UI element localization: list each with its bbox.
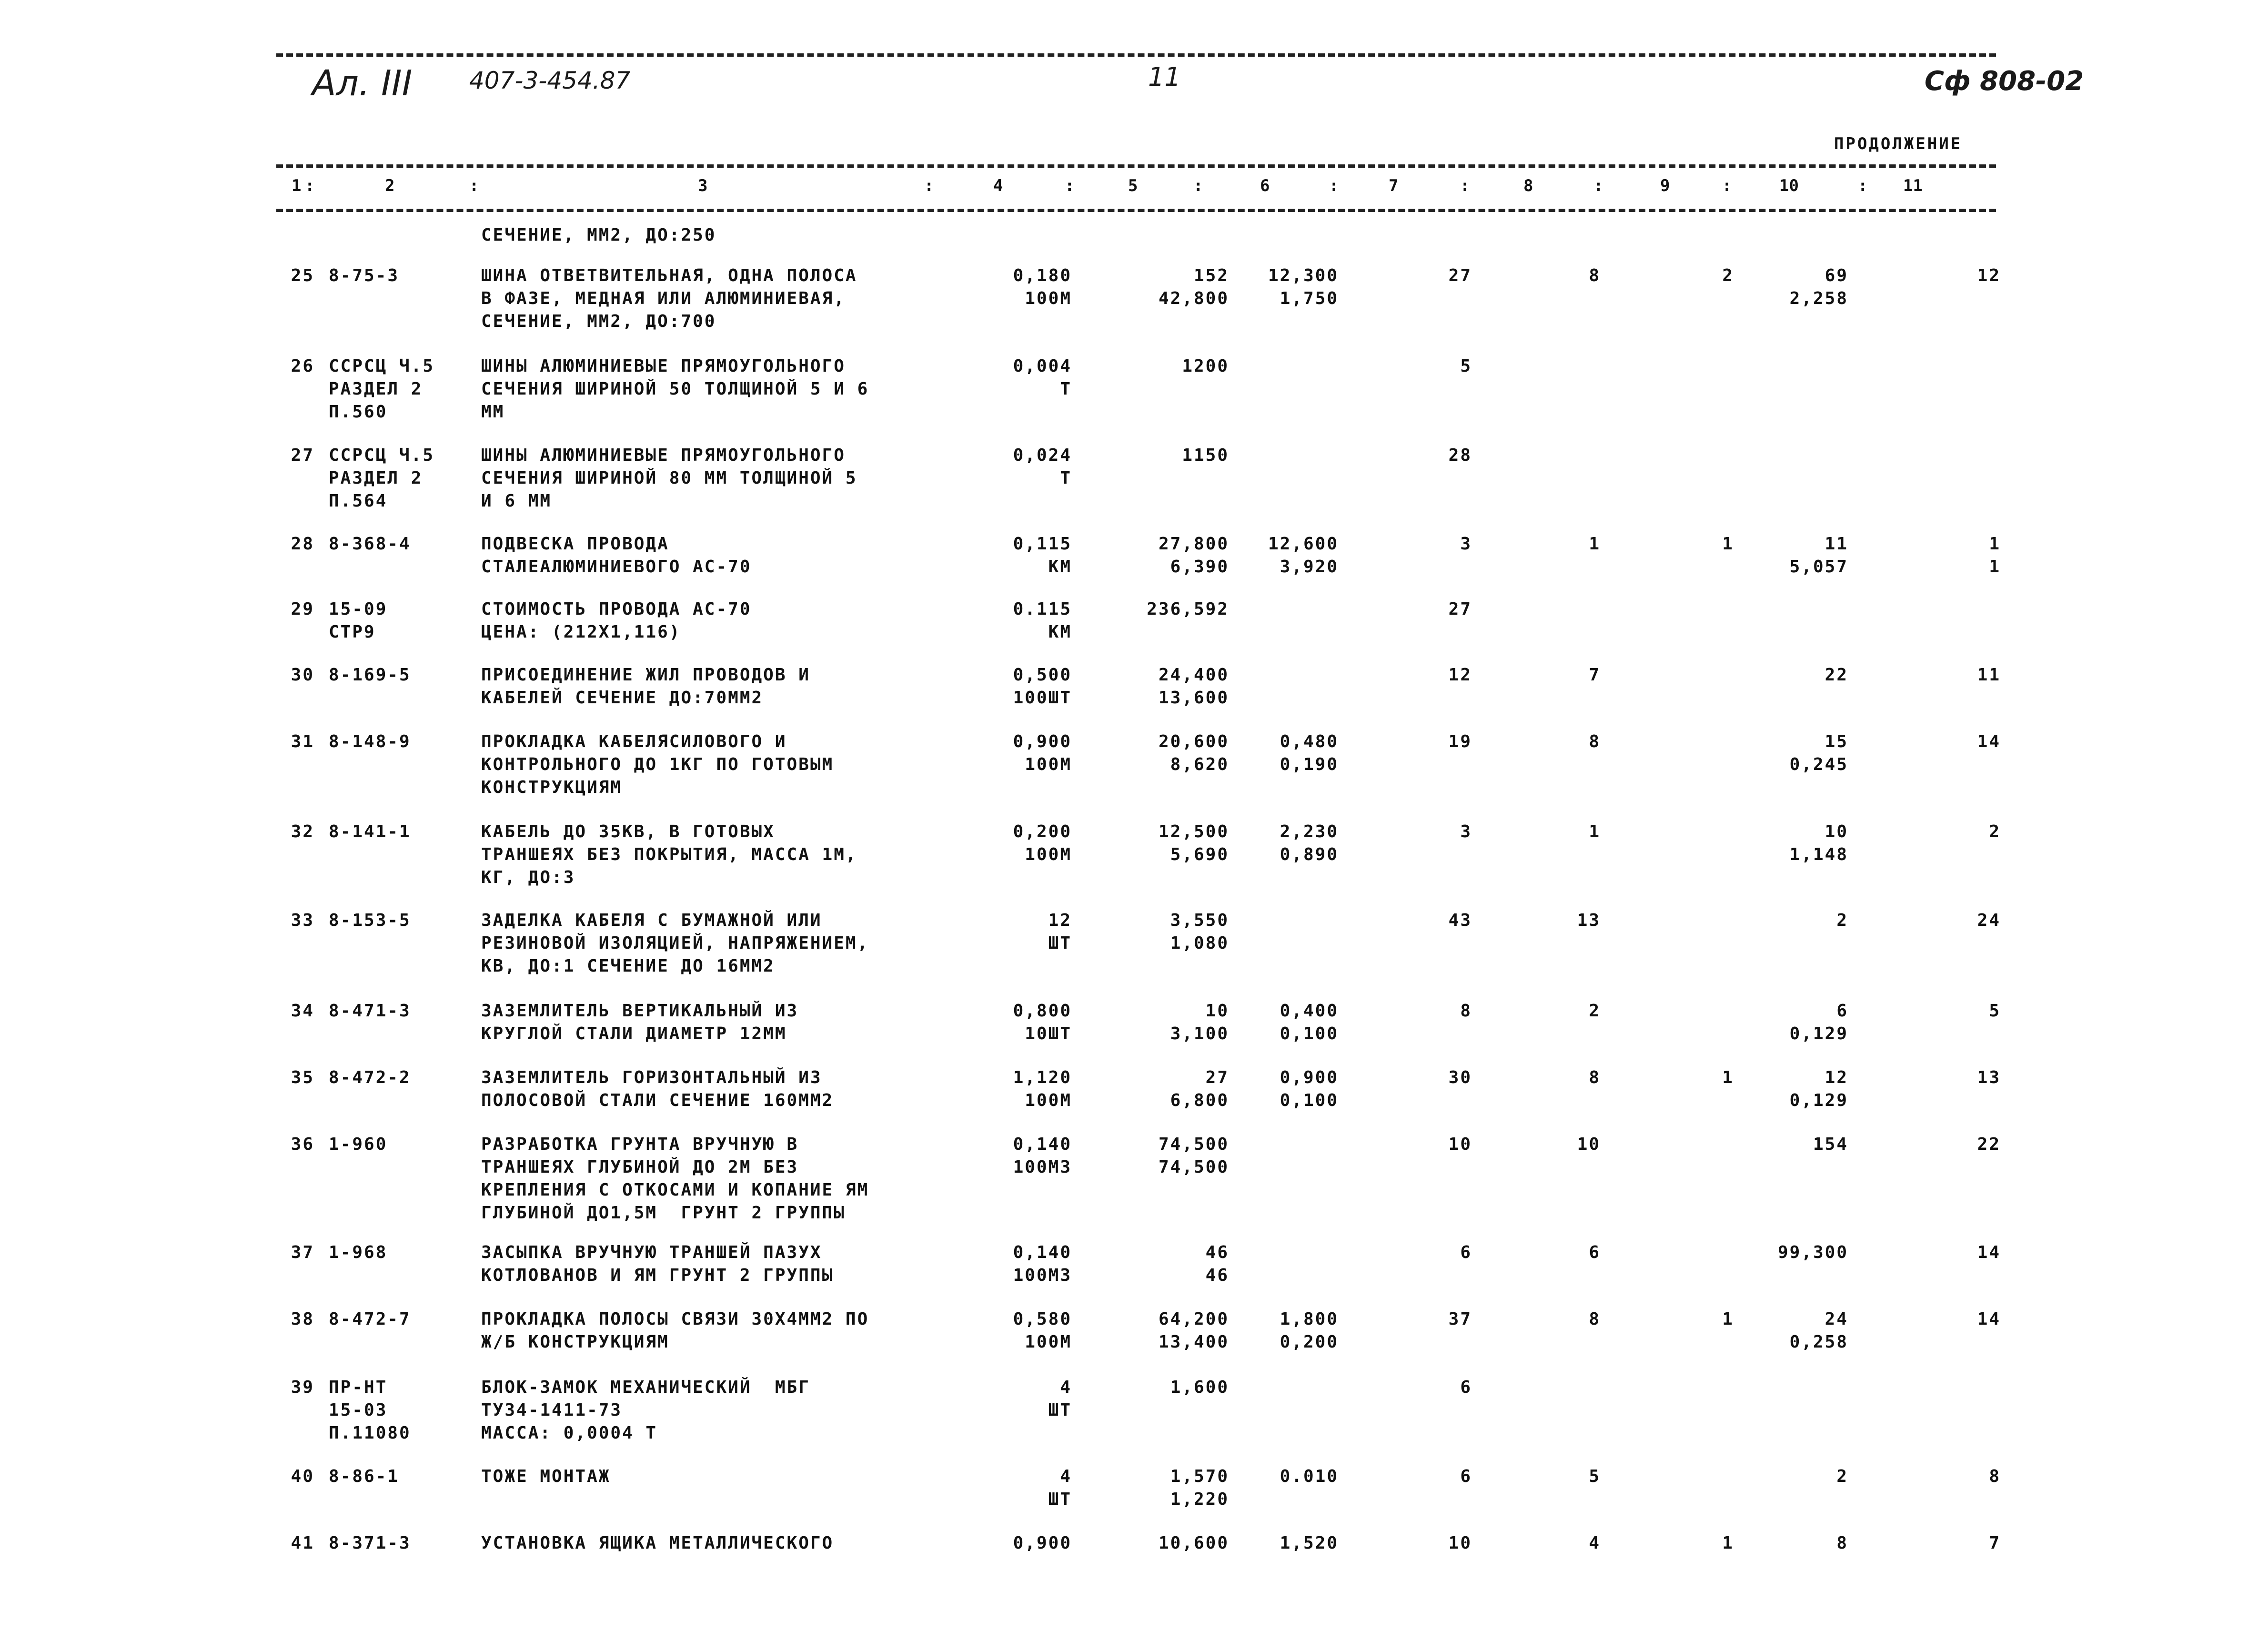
col-11-value: 7 (1989, 1533, 2001, 1553)
col-6-value: 0,480 0,190 (1280, 732, 1339, 774)
col-8-value: 1 (1589, 534, 1601, 554)
col-5-value: 1150 (1182, 446, 1229, 465)
col-11-value: 14 (1977, 1243, 2001, 1262)
col-5-value: 12,500 5,690 (1158, 822, 1229, 864)
sheet-code: Сф 808-02 (1925, 66, 2084, 97)
col-8-value: 8 (1589, 1309, 1601, 1329)
row-code: ССРСЦ Ч.5 РАЗДЕЛ 2 П.564 (329, 446, 435, 511)
row-code: 8-471-3 (329, 1001, 411, 1021)
col-5-value: 20,600 8,620 (1158, 732, 1229, 774)
col-11-value: 14 (1977, 732, 2001, 751)
row-number: 36 (291, 1135, 314, 1154)
col-4-value: 0.115 КМ (1013, 599, 1072, 642)
col-8-value: 8 (1589, 266, 1601, 285)
col-5-value: 1,600 (1170, 1378, 1229, 1397)
row-description: ЗАДЕЛКА КАБЕЛЯ С БУМАЖНОЙ ИЛИ РЕЗИНОВОЙ ИЗОЛЯЦИЕЙ, НАПРЯЖЕНИЕМ, КВ, ДО:1 СЕЧЕНИЕ ДО 16ММ2 (481, 911, 869, 976)
row-number: 39 (291, 1378, 314, 1397)
row-description: КАБЕЛЬ ДО 35КВ, В ГОТОВЫХ ТРАНШЕЯХ БЕЗ ПОКРЫТИЯ, МАССА 1М, КГ, ДО:3 (481, 822, 857, 887)
col-5-value: 3,550 1,080 (1170, 911, 1229, 953)
col-6-value: 0.010 (1280, 1467, 1339, 1486)
row-description: ПРОКЛАДКА ПОЛОСЫ СВЯЗИ 30Х4ММ2 ПО Ж/Б КОНСТРУКЦИЯМ (481, 1309, 869, 1352)
col-4-value: 0,140 100М3 (1013, 1243, 1072, 1285)
col-8-value: 4 (1589, 1533, 1601, 1553)
col-5-value: 10 3,100 (1170, 1001, 1229, 1044)
col-7-value: 6 (1460, 1467, 1472, 1486)
col-4-value: 4 ШТ (1048, 1467, 1072, 1509)
row-number: 28 (291, 534, 314, 554)
row-description: РАЗРАБОТКА ГРУНТА ВРУЧНУЮ В ТРАНШЕЯХ ГЛУБИНОЙ ДО 2М БЕЗ КРЕПЛЕНИЯ С ОТКОСАМИ И КОПАНИЕ ЯМ ГЛУБИНОЙ ДО1,5М ГРУНТ 2 ГРУППЫ (481, 1135, 869, 1223)
row-number: 34 (291, 1001, 314, 1021)
col-9-value: 1 (1722, 1068, 1734, 1087)
col-5-value: 236,592 (1147, 599, 1229, 619)
col-7-value: 3 (1460, 822, 1472, 841)
col-4-value: 0,800 10ШТ (1013, 1001, 1072, 1044)
col-header: 3 (698, 176, 708, 195)
col-header: 2 (385, 176, 395, 195)
col-9-value: 2 (1722, 266, 1734, 285)
col-7-value: 6 (1460, 1378, 1472, 1397)
col-7-value: 37 (1448, 1309, 1472, 1329)
col-5-value: 24,400 13,600 (1158, 665, 1229, 708)
header-top-rule (276, 164, 1996, 168)
col-11-value: 8 (1989, 1467, 2001, 1486)
col-header: 7 (1389, 176, 1399, 195)
col-4-value: 0,200 100М (1013, 822, 1072, 864)
row-number: 37 (291, 1243, 314, 1262)
row-code: 8-371-3 (329, 1533, 411, 1553)
col-7-value: 27 (1448, 599, 1472, 619)
row-code: 8-153-5 (329, 911, 411, 930)
row-code: 8-148-9 (329, 732, 411, 751)
col-6-value: 1,800 0,200 (1280, 1309, 1339, 1352)
row-description: СЕЧЕНИЕ, ММ2, ДО:250 (481, 225, 716, 245)
row-code: 8-75-3 (329, 266, 400, 285)
row-description: ЗАЗЕМЛИТЕЛЬ ВЕРТИКАЛЬНЫЙ ИЗ КРУГЛОЙ СТАЛИ ДИАМЕТР 12ММ (481, 1001, 799, 1044)
col-6-value: 0,400 0,100 (1280, 1001, 1339, 1044)
row-number: 26 (291, 356, 314, 376)
row-code: 1-960 (329, 1135, 388, 1154)
col-10-value: 10 1,148 (1789, 822, 1848, 864)
row-number: 31 (291, 732, 314, 751)
col-7-value: 28 (1448, 446, 1472, 465)
sheet-mark: Ал. III (312, 63, 413, 104)
col-4-value: 0,004 Т (1013, 356, 1072, 399)
col-8-value: 10 (1577, 1135, 1601, 1154)
col-8-value: 8 (1589, 1068, 1601, 1087)
continuation-label: ПРОДОЛЖЕНИЕ (1834, 134, 1963, 153)
col-9-value: 1 (1722, 1533, 1734, 1553)
row-number: 35 (291, 1068, 314, 1087)
col-4-value: 0,580 100М (1013, 1309, 1072, 1352)
top-rule (276, 53, 1996, 57)
col-11-value: 1 1 (1989, 534, 2001, 577)
col-5-value: 1,570 1,220 (1170, 1467, 1229, 1509)
col-10-value: 8 (1836, 1533, 1848, 1553)
row-code: 1-968 (329, 1243, 388, 1262)
row-code: 8-368-4 (329, 534, 411, 554)
col-8-value: 2 (1589, 1001, 1601, 1021)
col-8-value: 1 (1589, 822, 1601, 841)
col-10-value: 12 0,129 (1789, 1068, 1848, 1110)
col-11-value: 12 (1977, 266, 2001, 285)
col-4-value: 0,180 100М (1013, 266, 1072, 308)
row-description: БЛОК-ЗАМОК МЕХАНИЧЕСКИЙ МБГ ТУ34-1411-73 МАССА: 0,0004 Т (481, 1378, 810, 1443)
row-code: 8-141-1 (329, 822, 411, 841)
col-5-value: 27 6,800 (1170, 1068, 1229, 1110)
col-10-value: 6 0,129 (1789, 1001, 1848, 1044)
col-7-value: 30 (1448, 1068, 1472, 1087)
row-description: ПОДВЕСКА ПРОВОДА СТАЛЕАЛЮМИНИЕВОГО АС-70 (481, 534, 752, 577)
col-header: 1 (292, 176, 302, 195)
col-8-value: 6 (1589, 1243, 1601, 1262)
row-description: СТОИМОСТЬ ПРОВОДА АС-70 ЦЕНА: (212Х1,116) (481, 599, 752, 642)
col-7-value: 3 (1460, 534, 1472, 554)
header-bottom-rule (276, 209, 1996, 212)
col-5-value: 1200 (1182, 356, 1229, 376)
col-8-value: 13 (1577, 911, 1601, 930)
row-code: ПР-НТ 15-03 П.11080 (329, 1378, 411, 1443)
col-4-value: 0,024 Т (1013, 446, 1072, 488)
col-header: 9 (1660, 176, 1670, 195)
col-11-value: 14 (1977, 1309, 2001, 1329)
col-4-value: 1,120 100М (1013, 1068, 1072, 1110)
col-10-value: 22 (1824, 665, 1848, 685)
row-description: УСТАНОВКА ЯЩИКА МЕТАЛЛИЧЕСКОГО (481, 1533, 834, 1553)
col-header: 5 (1128, 176, 1138, 195)
row-number: 27 (291, 446, 314, 465)
row-description: ШИНЫ АЛЮМИНИЕВЫЕ ПРЯМОУГОЛЬНОГО СЕЧЕНИЯ ШИРИНОЙ 50 ТОЛЩИНОЙ 5 И 6 ММ (481, 356, 869, 422)
col-10-value: 2 (1836, 911, 1848, 930)
col-9-value: 1 (1722, 1309, 1734, 1329)
row-code: 8-472-2 (329, 1068, 411, 1087)
col-6-value: 2,230 0,890 (1280, 822, 1339, 864)
col-header: 11 (1903, 176, 1923, 195)
col-6-value: 0,900 0,100 (1280, 1068, 1339, 1110)
row-number: 33 (291, 911, 314, 930)
col-7-value: 10 (1448, 1135, 1472, 1154)
col-5-value: 152 42,800 (1158, 266, 1229, 308)
col-7-value: 8 (1460, 1001, 1472, 1021)
col-8-value: 5 (1589, 1467, 1601, 1486)
col-header: 10 (1779, 176, 1799, 195)
row-code: 8-472-7 (329, 1309, 411, 1329)
col-4-value: 0,500 100ШТ (1013, 665, 1072, 708)
col-10-value: 99,300 (1777, 1243, 1848, 1262)
col-5-value: 27,800 6,390 (1158, 534, 1229, 577)
row-number: 30 (291, 665, 314, 685)
row-description: ЗАСЫПКА ВРУЧНУЮ ТРАНШЕЙ ПАЗУХ КОТЛОВАНОВ И ЯМ ГРУНТ 2 ГРУППЫ (481, 1243, 834, 1285)
col-10-value: 2 (1836, 1467, 1848, 1486)
col-4-value: 0,900 (1013, 1533, 1072, 1553)
col-8-value: 7 (1589, 665, 1601, 685)
row-code: 8-169-5 (329, 665, 411, 685)
row-number: 38 (291, 1309, 314, 1329)
col-header: 4 (993, 176, 1003, 195)
col-9-value: 1 (1722, 534, 1734, 554)
row-description: ПРОКЛАДКА КАБЕЛЯСИЛОВОГО И КОНТРОЛЬНОГО ДО 1КГ ПО ГОТОВЫМ КОНСТРУКЦИЯМ (481, 732, 834, 797)
col-11-value: 11 (1977, 665, 2001, 685)
row-description: ЗАЗЕМЛИТЕЛЬ ГОРИЗОНТАЛЬНЫЙ ИЗ ПОЛОСОВОЙ СТАЛИ СЕЧЕНИЕ 160ММ2 (481, 1068, 834, 1110)
col-10-value: 69 2,258 (1789, 266, 1848, 308)
col-10-value: 15 0,245 (1789, 732, 1848, 774)
col-7-value: 27 (1448, 266, 1472, 285)
col-11-value: 22 (1977, 1135, 2001, 1154)
col-7-value: 6 (1460, 1243, 1472, 1262)
col-10-value: 24 0,258 (1789, 1309, 1848, 1352)
col-4-value: 0,115 КМ (1013, 534, 1072, 577)
row-number: 41 (291, 1533, 314, 1553)
col-11-value: 24 (1977, 911, 2001, 930)
col-7-value: 12 (1448, 665, 1472, 685)
col-5-value: 10,600 (1158, 1533, 1229, 1553)
col-5-value: 46 46 (1205, 1243, 1229, 1285)
row-number: 40 (291, 1467, 314, 1486)
col-header: 6 (1260, 176, 1270, 195)
col-6-value: 1,520 (1280, 1533, 1339, 1553)
row-number: 32 (291, 822, 314, 841)
col-header: 8 (1523, 176, 1533, 195)
col-11-value: 13 (1977, 1068, 2001, 1087)
col-6-value: 12,600 3,920 (1268, 534, 1339, 577)
row-number: 25 (291, 266, 314, 285)
row-number: 29 (291, 599, 314, 619)
col-4-value: 0,140 100М3 (1013, 1135, 1072, 1177)
row-description: ТОЖЕ МОНТАЖ (481, 1467, 611, 1486)
col-11-value: 5 (1989, 1001, 2001, 1021)
col-8-value: 8 (1589, 732, 1601, 751)
row-description: ШИНЫ АЛЮМИНИЕВЫЕ ПРЯМОУГОЛЬНОГО СЕЧЕНИЯ ШИРИНОЙ 80 ММ ТОЛЩИНОЙ 5 И 6 ММ (481, 446, 857, 511)
doc-code: 407-3-454.87 (469, 67, 631, 94)
col-7-value: 43 (1448, 911, 1472, 930)
row-description: ШИНА ОТВЕТВИТЕЛЬНАЯ, ОДНА ПОЛОСА В ФАЗЕ, МЕДНАЯ ИЛИ АЛЮМИНИЕВАЯ, СЕЧЕНИЕ, ММ2, ДО:700 (481, 266, 857, 331)
col-4-value: 12 ШТ (1048, 911, 1072, 953)
col-7-value: 5 (1460, 356, 1472, 376)
col-5-value: 74,500 74,500 (1158, 1135, 1229, 1177)
col-6-value: 12,300 1,750 (1268, 266, 1339, 308)
col-7-value: 10 (1448, 1533, 1472, 1553)
col-4-value: 4 ШТ (1048, 1378, 1072, 1420)
row-code: 15-09 СТР9 (329, 599, 388, 642)
col-10-value: 11 5,057 (1789, 534, 1848, 577)
page-number: 11 (1148, 62, 1181, 92)
col-7-value: 19 (1448, 732, 1472, 751)
row-code: ССРСЦ Ч.5 РАЗДЕЛ 2 П.560 (329, 356, 435, 422)
document-page: Ал. III 407-3-454.87 11 Сф 808-02 ПРОДОЛЖЕНИЕ 1 : 2 : 3 : 4 : 5 : 6 : 7 : 8 : 9 : 10 : 11 СЕЧЕНИЕ, ММ2, ДО:250 25 8-75-3 ШИНА ОТВЕТВИТЕЛЬНАЯ, ОДНА ПОЛОСА В ФАЗЕ, МЕДНАЯ ИЛИ АЛЮМИНИЕВАЯ, СЕЧЕНИЕ, ММ2, ДО:700 0,180 100М 152 42,800 12,300 1,750 27 8 2 69 2,258 12 26 ССРСЦ Ч.5 РАЗДЕЛ 2 П.560 ШИНЫ АЛЮМИНИЕВЫЕ ПРЯМОУГОЛЬНОГО СЕЧЕНИЯ ШИРИНОЙ 50 ТОЛЩИНОЙ 5 И 6 ММ 0,004 Т 1200 5 27 ССРСЦ Ч.5 РАЗДЕЛ 2 П.564 ШИНЫ АЛЮМИНИЕВЫЕ ПРЯМОУГОЛЬНОГО СЕЧЕНИЯ ШИРИНОЙ 80 ММ ТОЛЩИНОЙ 5 И 6 ММ 0,024 Т 1150 28 28 8-368-4 ПОДВЕСКА ПРОВОДА СТАЛЕАЛЮМИНИЕВОГО АС-70 0,115 КМ 27,800 6,390 12,600 3,920 3 1 1 11 5,057 1 1 29 15-09 СТР9 СТОИМОСТЬ ПРОВОДА АС-70 ЦЕНА: (212Х1,116) 0.115 КМ 236,592 27 30 8-169-5 ПРИСОЕДИНЕНИЕ ЖИЛ ПРОВОДОВ И КАБЕЛЕЙ СЕЧЕНИЕ ДО:70ММ2 0,500 100ШТ 24,400 13,600 12 7 22 11 31 8-148-9 ПРОКЛАДКА КАБЕЛЯСИЛОВОГО И КОНТРОЛЬНОГО ДО 1КГ ПО ГОТОВЫМ КОНСТРУКЦИЯМ 0,900 100М 20,600 8,620 0,480 0,190 19 8 15 0,245 14 32 8-141-1 КАБЕЛЬ ДО 35КВ, В ГОТОВЫХ ТРАНШЕЯХ БЕЗ ПОКРЫТИЯ, МАССА 1М, КГ, ДО:3 0,200 100М 12,500 5,690 2,230 0,890 3 1 10 1,148 2 33 8-153-5 ЗАДЕЛКА КАБЕЛЯ С БУМАЖНОЙ ИЛИ РЕЗИНОВОЙ ИЗОЛЯЦИЕЙ, НАПРЯЖЕНИЕМ, КВ, ДО:1 СЕЧЕНИЕ ДО 16ММ2 12 ШТ 3,550 1,080 43 13 2 24 34 8-471-3 ЗАЗЕМЛИТЕЛЬ ВЕРТИКАЛЬНЫЙ ИЗ КРУГЛОЙ СТАЛИ ДИАМЕТР 12ММ 0,800 10ШТ 10 3,100 0,400 0,100 8 2 6 0,129 5 35 8-472-2 ЗАЗЕМЛИТЕЛЬ ГОРИЗОНТАЛЬНЫЙ ИЗ ПОЛОСОВОЙ СТАЛИ СЕЧЕНИЕ 160ММ2 1,120 100М 27 6,800 0,900 0,100 30 8 1 12 0,129 13 36 1-960 РАЗРАБОТКА ГРУНТА ВРУЧНУЮ В ТРАНШЕЯХ ГЛУБИНОЙ ДО 2М БЕЗ КРЕПЛЕНИЯ С ОТКОСАМИ И КОПАНИЕ ЯМ ГЛУБИНОЙ ДО1,5М ГРУНТ 2 ГРУППЫ 0,140 100М3 74,500 74,500 10 10 154 22 37 1-968 ЗАСЫПКА ВРУЧНУЮ ТРАНШЕЙ ПАЗУХ КОТЛОВАНОВ И ЯМ ГРУНТ 2 ГРУППЫ 0,140 100М3 46 46 6 6 99,300 14 38 8-472-7 ПРОКЛАДКА ПОЛОСЫ СВЯЗИ 30Х4ММ2 ПО Ж/Б КОНСТРУКЦИЯМ 0,580 100М 64,200 13,400 1,800 0,200 37 8 1 24 0,258 14 39 ПР-НТ 15-03 П.11080 БЛОК-ЗАМОК МЕХАНИЧЕСКИЙ МБГ ТУ34-1411-73 МАССА: 0,0004 Т 4 ШТ 1,600 6 40 8-86-1 ТОЖЕ МОНТАЖ 4 ШТ 1,570 1,220 0.010 6 5 2 8 41 8-371-3 УСТАНОВКА ЯЩИКА МЕТАЛЛИЧЕСКОГО 0,900 10,600 1,520 10 4 1 8 7 (0, 0, 2268, 1632)
col-10-value: 154 (1813, 1135, 1848, 1154)
col-4-value: 0,900 100М (1013, 732, 1072, 774)
col-5-value: 64,200 13,400 (1158, 1309, 1229, 1352)
col-11-value: 2 (1989, 822, 2001, 841)
row-description: ПРИСОЕДИНЕНИЕ ЖИЛ ПРОВОДОВ И КАБЕЛЕЙ СЕЧЕНИЕ ДО:70ММ2 (481, 665, 810, 708)
row-code: 8-86-1 (329, 1467, 400, 1486)
